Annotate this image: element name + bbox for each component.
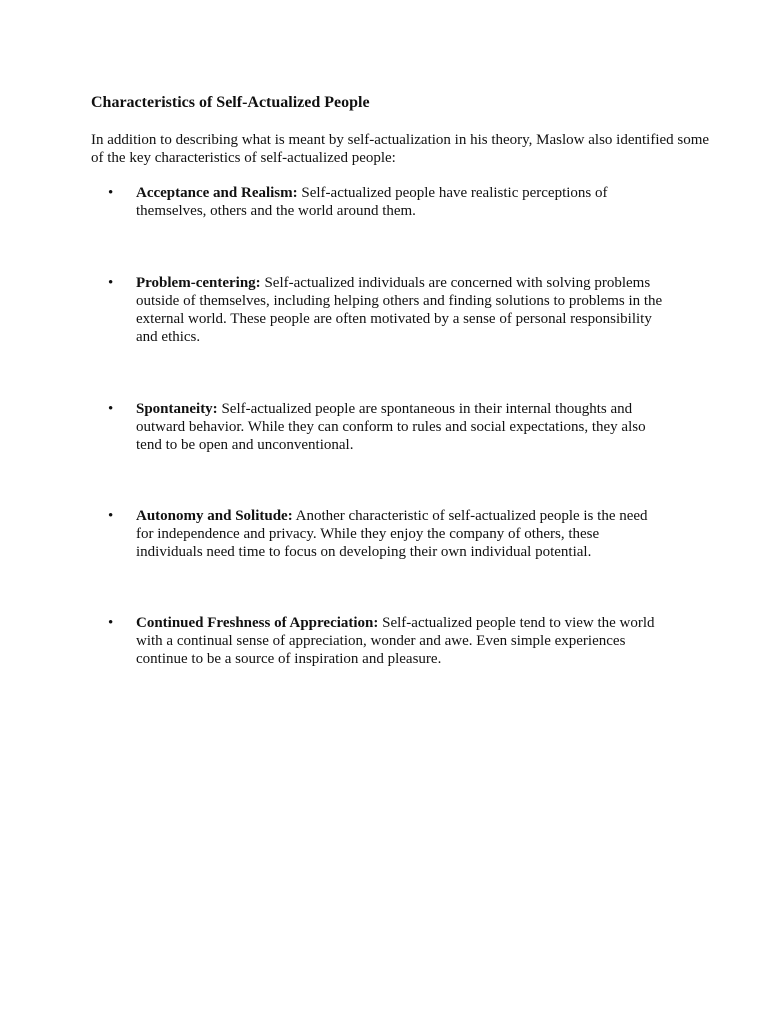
list-item-description: Another characteristic of self-actualized people is the need for independence and privacy. While they enjoy the company of others, these individuals need time to focus on developing their own individual potential. bbox=[136, 508, 648, 560]
list-item-text bbox=[136, 400, 668, 454]
bullet-icon: • bbox=[108, 508, 114, 524]
bullet-icon: • bbox=[108, 275, 114, 291]
list-item-term: Autonomy and Solitude: bbox=[136, 508, 293, 524]
bullet-icon: • bbox=[108, 185, 114, 201]
bullet-icon: • bbox=[108, 615, 114, 631]
list-item-text bbox=[136, 507, 668, 561]
intro-paragraph: In addition to describing what is meant by self-actualization in his theory, Maslow also identified some of the key characteristics of self-actualized people: bbox=[91, 132, 710, 166]
list-item-description: Self-actualized people tend to view the world with a continual sense of appreciation, wonder and awe. Even simple experiences continue to be a source of inspiration and pleasure. bbox=[136, 615, 655, 667]
list-item-description: Self-actualized people are spontaneous in their internal thoughts and outward behavior. While they can conform to rules and social expectations, they also tend to be open and unconventional. bbox=[136, 401, 646, 453]
document-title: Characteristics of Self-Actualized People bbox=[91, 94, 370, 111]
bullet-icon: • bbox=[108, 401, 114, 417]
list-item-term: Spontaneity: bbox=[136, 401, 218, 417]
list-item-term: Problem-centering: bbox=[136, 275, 261, 291]
list-item-term: Continued Freshness of Appreciation: bbox=[136, 615, 379, 631]
list-item-description: Self-actualized individuals are concerned with solving problems outside of themselves, including helping others and finding solutions to problems in the external world. These people are often motivated by a sense of personal responsibility and ethics. bbox=[136, 275, 663, 345]
list-item-text bbox=[136, 614, 668, 668]
list-item-term: Acceptance and Realism: bbox=[136, 185, 298, 201]
list-item-text bbox=[136, 274, 668, 346]
list-item-description: Self-actualized people have realistic perceptions of themselves, others and the world around them. bbox=[136, 185, 608, 219]
list-item-text bbox=[136, 184, 668, 220]
